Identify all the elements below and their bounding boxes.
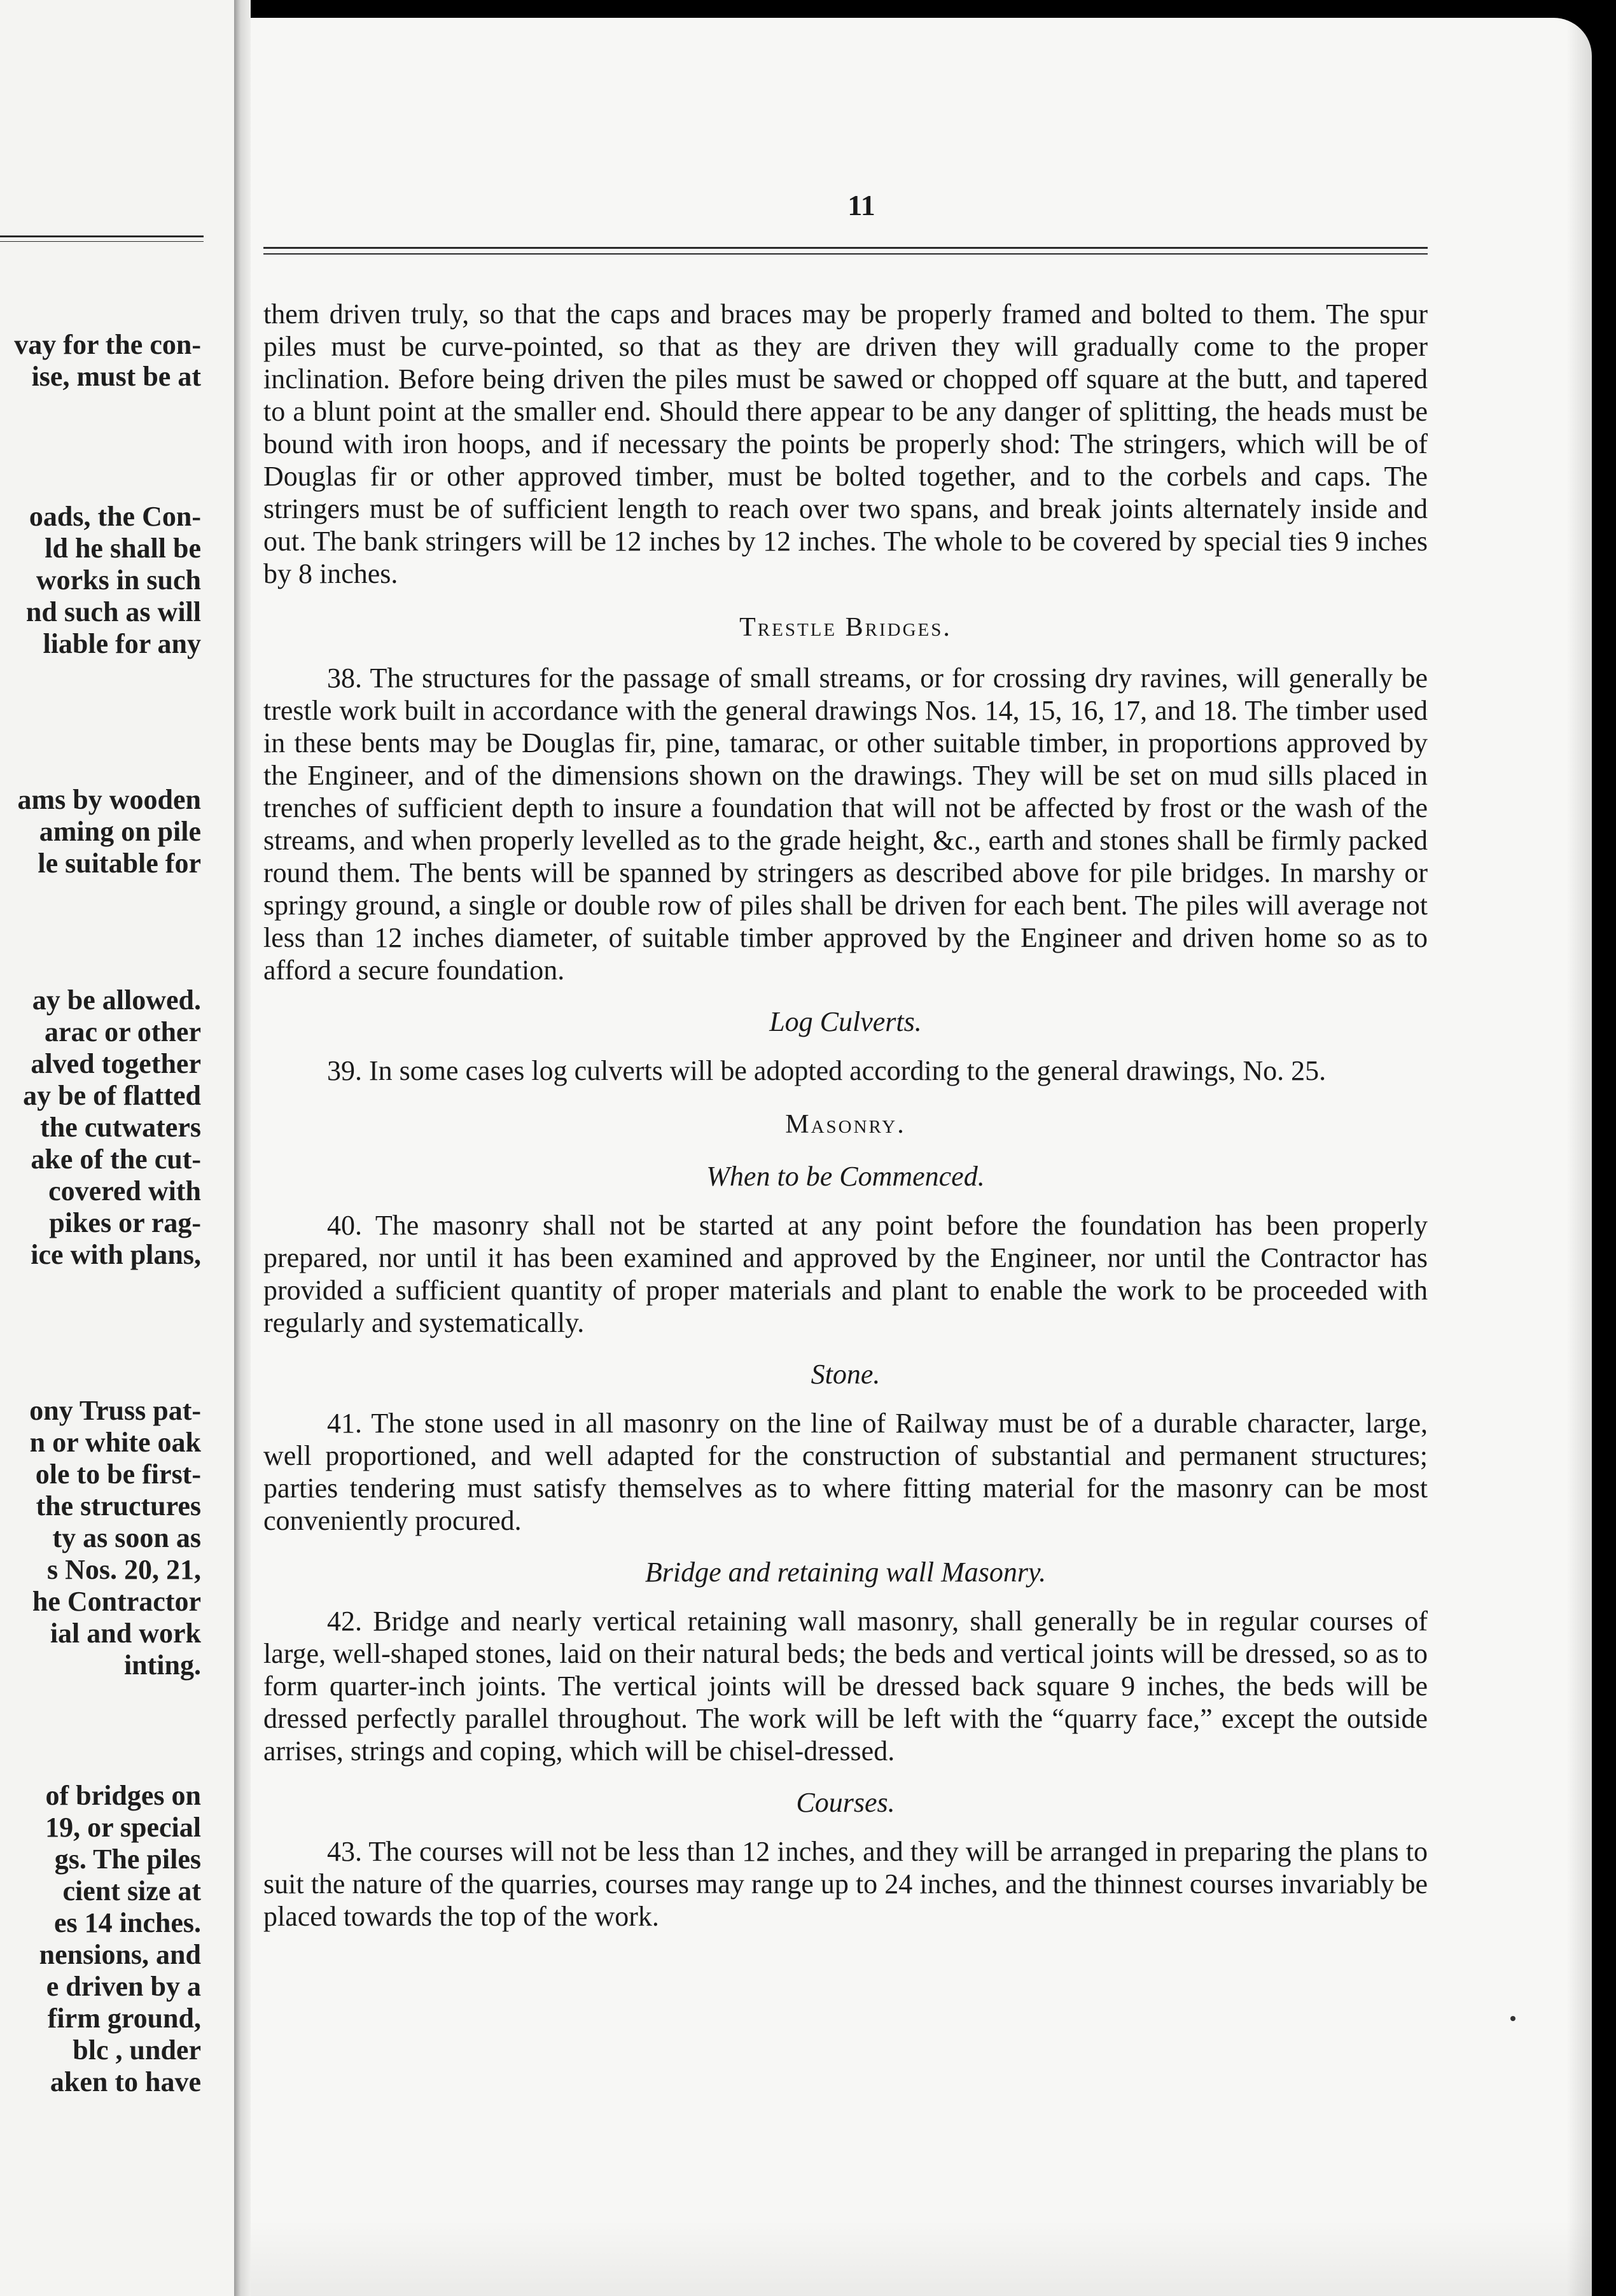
left-page-line: n or white oak — [29, 1427, 201, 1458]
left-page-line: e driven by a — [46, 1971, 201, 2002]
left-page-line: ole to be first- — [35, 1459, 201, 1490]
left-page-rule — [0, 235, 204, 242]
left-page-line: cient size at — [62, 1875, 201, 1907]
left-page-line: ay be allowed. — [32, 984, 201, 1016]
left-page-line: ay be of flatted — [23, 1080, 201, 1111]
section-heading-trestle-bridges: Trestle Bridges. — [739, 613, 952, 642]
paragraph-39: 39. In some cases log culverts will be adopted according to the general drawings, No. 25. — [327, 1055, 1327, 1086]
page-number: 11 — [847, 189, 875, 221]
left-page-line: aken to have — [50, 2066, 201, 2097]
left-page-line: the cutwaters — [40, 1112, 201, 1143]
left-page-line: aming on pile — [39, 816, 201, 847]
subheading-courses: Courses. — [796, 1787, 895, 1818]
left-page-fragment — [0, 0, 234, 2296]
left-page-line: works in such — [36, 564, 201, 596]
left-page-line: 19, or special — [45, 1812, 201, 1843]
left-page-line: alved together — [31, 1048, 201, 1079]
left-page-line: of bridges on — [45, 1780, 201, 1811]
section-heading-masonry: Masonry. — [785, 1110, 906, 1139]
subheading-bridge-and-retaining-wall-masonry: Bridge and retaining wall Masonry. — [644, 1557, 1047, 1588]
subheading-log-culverts: Log Culverts. — [769, 1006, 922, 1037]
page-body — [263, 298, 1428, 1933]
left-page-line: pikes or rag- — [49, 1207, 201, 1238]
intro-paragraph: them driven truly, so that the caps and braces may be properly framed and bolted to them. The spur piles must be curve-pointed, so that as they are driven they will gradually come to the proper inclination. Before being driven the piles must be sawed or chopped off square at the butt, and tapered to a blunt point at the smaller end. Should there appear to be any danger of splitting, the heads must be bound with iron hoops, and if necessary the points be properly shod: The stringers, which will be of Douglas fir or other approved timber, must be bolted together, and to the corbels and caps. The stringers must be of sufficient length to reach over two spans, and break joints alternately inside and out. The bank stringers will be 12 inches by 12 inches. The whole to be covered by special ties 9 inches by 8 inches. — [263, 298, 1428, 589]
left-page-line: ake of the cut- — [31, 1144, 201, 1175]
page-bottom-shadow — [251, 2220, 1592, 2296]
left-page-line: firm ground, — [47, 2003, 201, 2034]
left-page-line: blc , under — [73, 2034, 201, 2066]
paragraph-41: 41. The stone used in all masonry on the line of Railway must be of a durable character, large, well proportioned, and well adapted for the construction of substantial and permanent structures; parties tendering must satisfy themselves as to where fitting material for the masonry can be most conveniently procured. — [263, 1408, 1428, 1536]
paragraph-38: 38. The structures for the passage of small streams, or for crossing dry ravines, will generally be trestle work built in accordance with the general drawings Nos. 14, 15, 16, 17, and 18. The timber used in these bents may be Douglas fir, pine, tamarac, or other suitable timber, in proportions approved by the Engineer, and of the dimensions shown on the drawings. They will be set on mud sills placed in trenches of sufficient depth to insure a foundation that will not be affected by frost or the wash of the streams, and when properly levelled as to the grade height, &c., earth and stones shall be firmly packed round them. The bents will be spanned by stringers as described above for pile bridges. In marshy or springy ground, a single or double row of piles shall be driven for each bent. The piles will average not less than 12 inches diameter, of suitable timber approved by the Engineer and driven home so as to afford a secure foundation. — [263, 662, 1428, 986]
subheading-stone: Stone. — [811, 1359, 881, 1390]
left-page-line: le suitable for — [38, 848, 201, 879]
left-page-line: inting. — [123, 1649, 201, 1681]
left-page-line: vay for the con- — [14, 329, 201, 360]
left-page-line: covered with — [48, 1175, 201, 1207]
left-page-line: oads, the Con- — [29, 501, 201, 532]
paragraph-40: 40. The masonry shall not be started at any point before the foundation has been properly prepared, nor until it has been examined and approved by the Engineer, nor until the Contractor has provided a sufficient quantity of proper materials and plant to enable the work to be proceeded with regularly and systematically. — [263, 1210, 1428, 1338]
paragraph-42: 42. Bridge and nearly vertical retaining wall masonry, shall generally be in regular courses of large, well-shaped stones, laid on their natural beds; the beds and vertical joints will be dressed, so as to form quarter-inch joints. The vertical joints will be dressed back square 9 inches, the beds will be dressed perfectly parallel throughout. The work will be left with the “quarry face,” except the outside arrises, strings and coping, which will be chisel-dressed. — [263, 1606, 1428, 1767]
left-page-line: ony Truss pat- — [29, 1395, 201, 1426]
left-page-line: arac or other — [45, 1016, 201, 1047]
left-page-line: ty as soon as — [52, 1522, 201, 1553]
left-page-line: ams by wooden — [17, 784, 201, 815]
book-gutter — [234, 0, 251, 2296]
page-edge-shadow — [1566, 18, 1592, 2296]
left-page-line: es 14 inches. — [54, 1907, 201, 1938]
left-page-line: gs. The piles — [54, 1844, 201, 1875]
left-page-line: the structures — [36, 1490, 201, 1522]
paragraph-43: 43. The courses will not be less than 12 inches, and they will be arranged in preparing the plans to suit the nature of the quarries, courses may range up to 24 inches, and the thinnest courses invariably be placed towards the top of the work. — [263, 1836, 1428, 1932]
left-page-line: s Nos. 20, 21, — [46, 1554, 201, 1585]
right-page — [251, 18, 1592, 2296]
header-rule — [263, 247, 1428, 255]
left-page-line: he Contractor — [32, 1586, 201, 1617]
ink-speck — [1510, 2016, 1515, 2021]
left-page-line: ice with plans, — [31, 1239, 201, 1270]
left-page-line: nd such as will — [25, 596, 201, 627]
subheading-when-to-be-commenced: When to be Commenced. — [706, 1161, 985, 1192]
left-page-line: ise, must be at — [31, 361, 201, 392]
left-page-line: liable for any — [43, 628, 201, 659]
left-page-line: ial and work — [50, 1618, 201, 1649]
left-page-line: ld he shall be — [45, 533, 201, 564]
left-page-line: nensions, and — [39, 1939, 201, 1970]
